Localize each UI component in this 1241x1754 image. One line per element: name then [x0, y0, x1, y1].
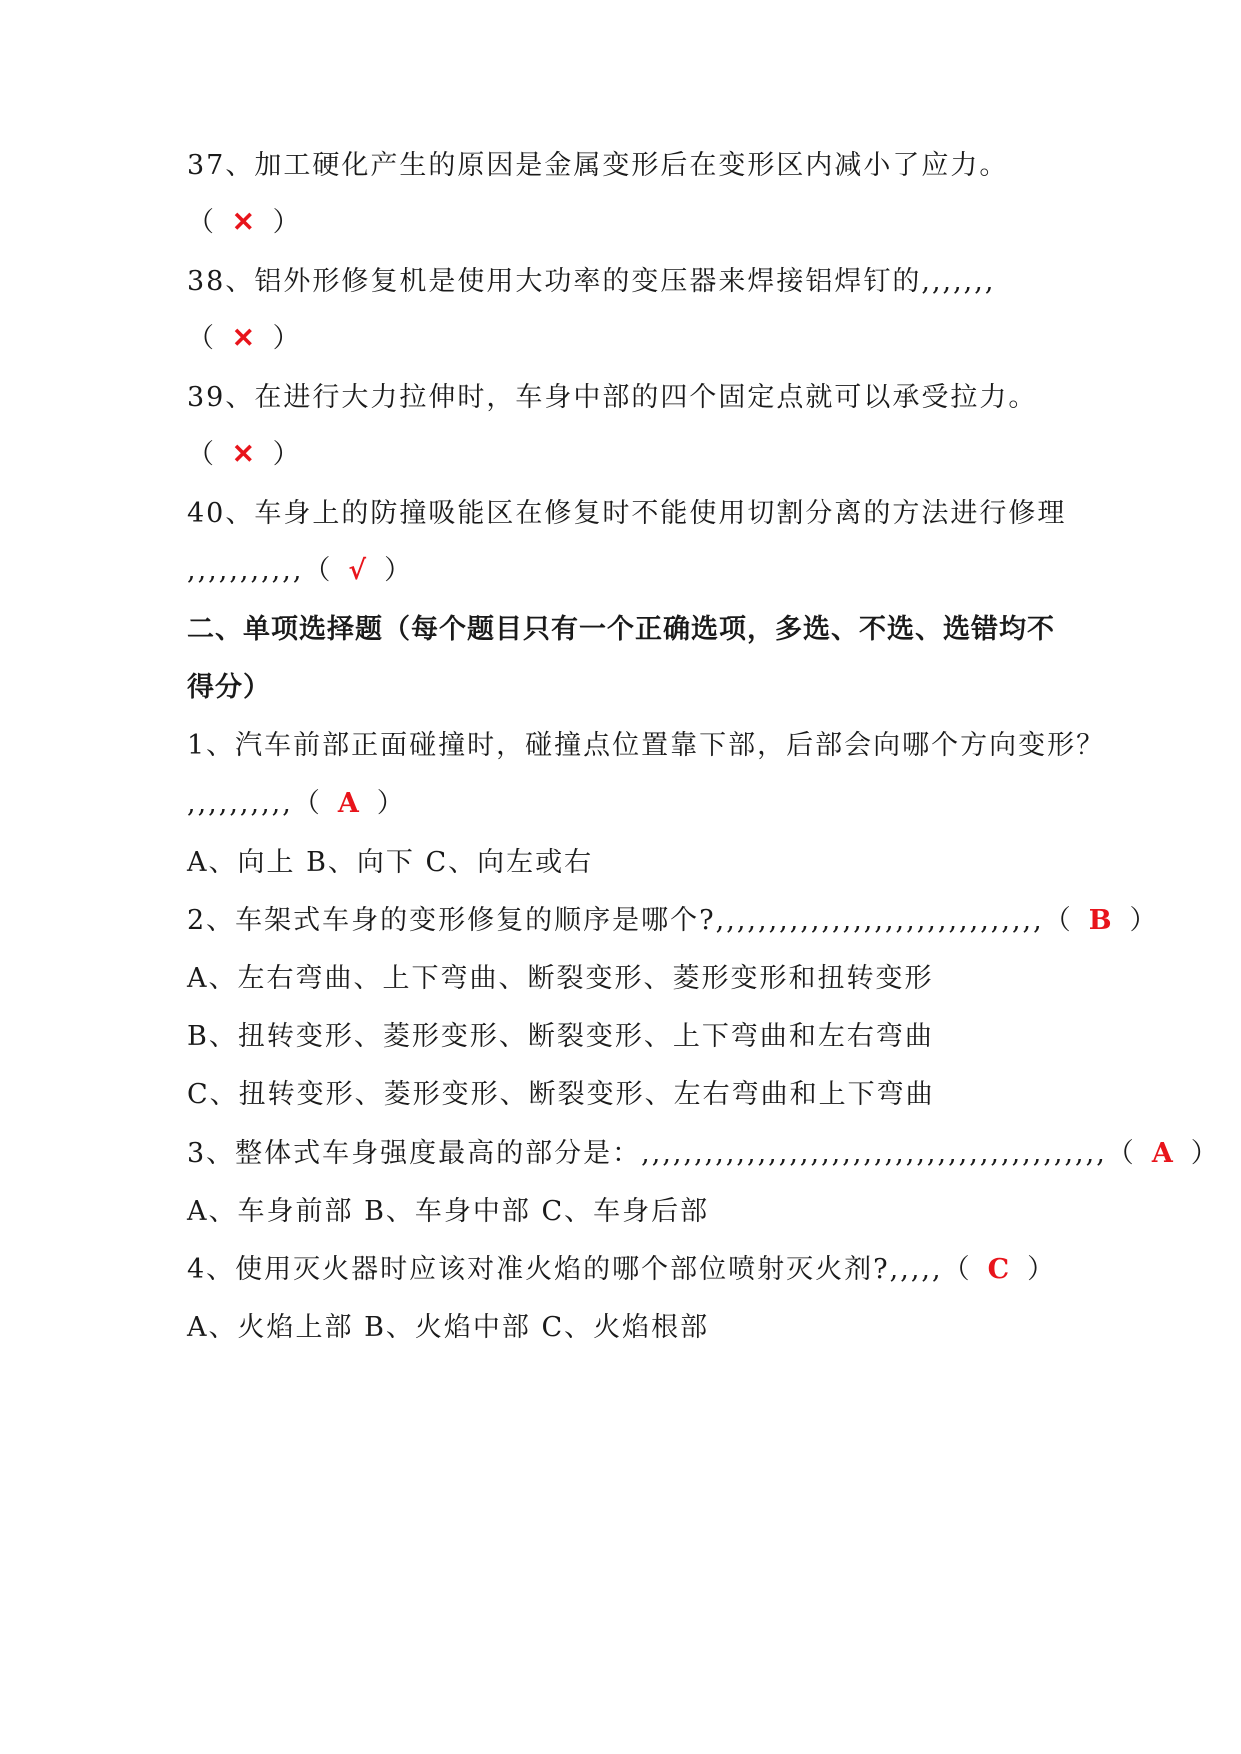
- cross-mark-icon: ✕: [232, 439, 257, 470]
- cross-mark-icon: ✕: [232, 207, 257, 238]
- answer-letter: A: [337, 788, 361, 819]
- choice-question-3: [187, 1136, 1220, 1172]
- choice-question-1: 1、汽车前部正面碰撞时，碰撞点位置靠下部，后部会向哪个方向变形？: [187, 730, 1106, 761]
- choice-answer-row-1: [187, 786, 406, 822]
- section-title: 二、单项选择题（每个题目只有一个正确选项，多选、不选、选错均不: [187, 614, 1055, 645]
- answer-letter: A: [1151, 1138, 1175, 1169]
- judgement-question-37: 37、加工硬化产生的原因是金属变形后在变形区内减小了应力。: [187, 150, 1009, 181]
- judgement-question-40: 40、车身上的防撞吸能区在修复时不能使用切割分离的方法进行修理: [187, 498, 1067, 529]
- answer-letter: C: [987, 1254, 1012, 1285]
- judgement-answer-row-39: [187, 437, 302, 473]
- answer-close-paren: ）: [272, 323, 302, 354]
- answer-close-paren: ）: [1129, 905, 1159, 936]
- choice-options-1: A、向上 B、向下 C、向左或右: [187, 847, 594, 878]
- answer-close-paren: ）: [272, 207, 302, 238]
- choice-options-4: A、火焰上部 B、火焰中部 C、火焰根部: [187, 1312, 710, 1343]
- question-text: 3、整体式车身强度最高的部分是：,,,,,,,,,,,,,,,,,,,,,,,,,,,,,,,,,,,,,,,,,,,,（: [187, 1138, 1136, 1169]
- choice-option-2c: C、扭转变形、菱形变形、断裂变形、左右弯曲和上下弯曲: [187, 1079, 935, 1110]
- judgement-answer-row-37: [187, 205, 302, 241]
- cross-mark-icon: ✕: [232, 323, 257, 354]
- answer-letter: B: [1088, 905, 1114, 936]
- answer-open-paren: （: [187, 323, 216, 354]
- choice-option-2b: B、扭转变形、菱形变形、断裂变形、上下弯曲和左右弯曲: [187, 1021, 934, 1052]
- choice-options-3: A、车身前部 B、车身中部 C、车身后部: [187, 1196, 710, 1227]
- answer-open-paren: （: [187, 439, 216, 470]
- answer-close-paren: ）: [272, 439, 302, 470]
- choice-question-4: [187, 1252, 1056, 1288]
- choice-question-2: [187, 903, 1159, 939]
- answer-open-paren: （: [187, 207, 216, 238]
- answer-close-paren: ）: [384, 555, 414, 586]
- question-text: 2、车架式车身的变形修复的顺序是哪个?,,,,,,,,,,,,,,,,,,,,,,,,,,,,,,,（: [187, 905, 1073, 936]
- judgement-question-39: 39、在进行大力拉伸时，车身中部的四个固定点就可以承受拉力。: [187, 382, 1038, 413]
- answer-close-paren: ）: [1190, 1138, 1220, 1169]
- question-text: 4、使用灭火器时应该对准火焰的哪个部位喷射灭火剂?,,,,,（: [187, 1254, 972, 1285]
- answer-close-paren: ）: [1027, 1254, 1057, 1285]
- judgement-answer-row-40: [187, 553, 413, 589]
- judgement-question-38: 38、铝外形修复机是使用大功率的变压器来焊接铝焊钉的,,,,,,,: [187, 266, 996, 297]
- answer-open-paren: ,,,,,,,,,,（: [187, 788, 322, 819]
- choice-option-2a: A、左右弯曲、上下弯曲、断裂变形、菱形变形和扭转变形: [187, 963, 934, 994]
- section-title-continued: 得分）: [187, 672, 271, 703]
- answer-close-paren: ）: [376, 788, 406, 819]
- answer-open-paren: ,,,,,,,,,,,（: [187, 555, 333, 586]
- check-mark-icon: √: [348, 555, 369, 586]
- judgement-answer-row-38: [187, 321, 302, 357]
